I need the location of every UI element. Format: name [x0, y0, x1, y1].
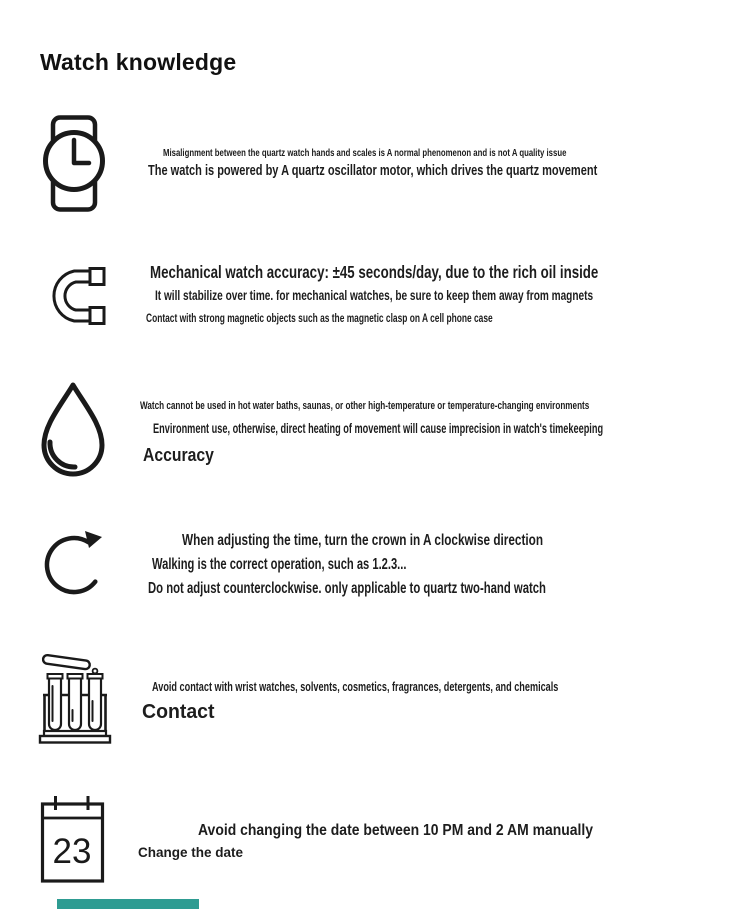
section-text: Avoid contact with wrist watches, solvents, cosmetics, fragrances, detergents, and chemicals	[152, 680, 559, 694]
section-text: Watch cannot be used in hot water baths, saunas, or other high-temperature or temperature-changing environments	[140, 400, 590, 412]
section-text: Mechanical watch accuracy: ±45 seconds/day, due to the rich oil inside	[150, 262, 599, 282]
magnet-icon	[46, 266, 108, 326]
section-text: Misalignment between the quartz watch hands and scales is A normal phenomenon and is not A quality issue	[163, 147, 567, 159]
section-heading: Contact	[142, 700, 215, 723]
test-tubes-icon	[38, 646, 112, 748]
clockwise-arrow-icon	[41, 524, 108, 602]
section-text: It will stabilize over time. for mechanical watches, be sure to keep them away from magnets	[155, 287, 594, 303]
calendar-icon	[39, 793, 106, 886]
watch-icon	[42, 114, 106, 213]
section-text: Avoid changing the date between 10 PM and 2 AM manually	[198, 822, 594, 839]
section-heading: Accuracy	[143, 444, 214, 465]
section-text: Walking is the correct operation, such as 1.2.3...	[152, 556, 407, 573]
water-drop-icon	[39, 381, 107, 479]
page-title: Watch knowledge	[40, 49, 237, 76]
section-text: Do not adjust counterclockwise. only applicable to quartz two-hand watch	[148, 580, 546, 597]
section-text: Contact with strong magnetic objects such as the magnetic clasp on A cell phone case	[146, 311, 493, 325]
accent-bar	[57, 899, 199, 909]
calendar-day-number: 23	[52, 832, 92, 871]
section-heading: Change the date	[138, 845, 244, 860]
section-text: The watch is powered by A quartz oscillator motor, which drives the quartz movement	[148, 163, 598, 179]
section-text: Environment use, otherwise, direct heating of movement will cause imprecision in watch's timekeeping	[153, 421, 604, 436]
section-text: When adjusting the time, turn the crown in A clockwise direction	[182, 532, 544, 549]
